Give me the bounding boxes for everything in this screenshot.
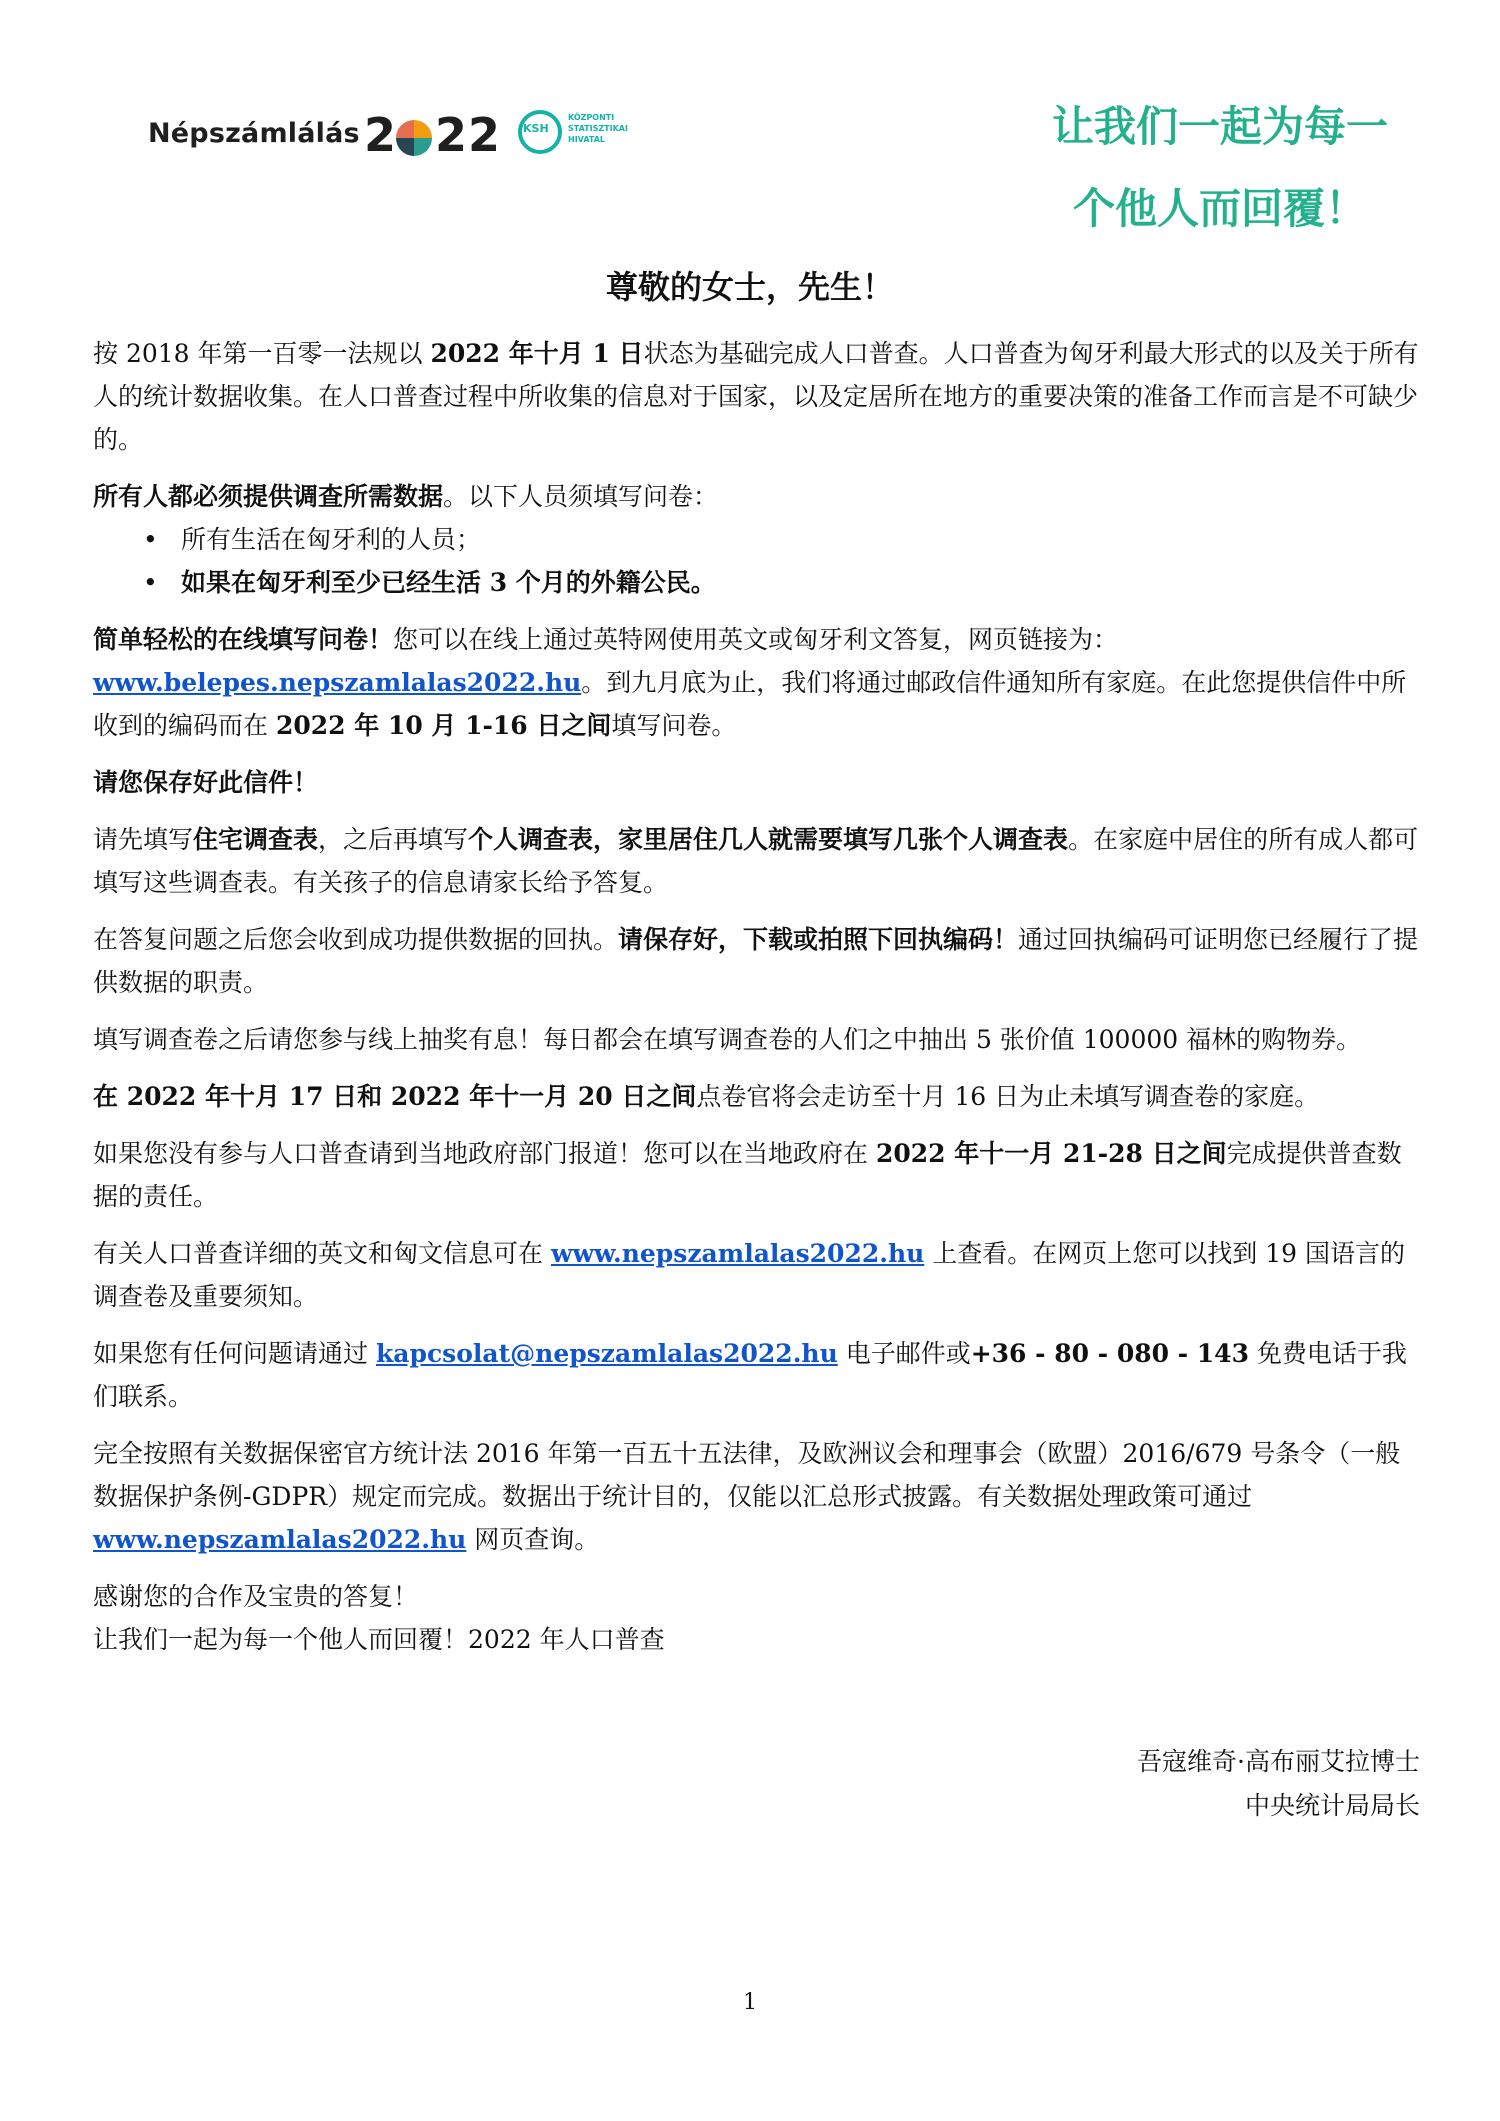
census-circle-icon (396, 120, 432, 156)
closing-slogan: 让我们一起为每一个他人而回覆！2022 年人口普查 (93, 1625, 665, 1654)
paragraph-visit: 在 2022 年十月 17 日和 2022 年十一月 20 日之间点卷官将会走访至十月 16 日为止未填写调查卷的家庭。 (93, 1082, 1320, 1111)
privacy-link[interactable]: www.nepszamlalas2022.hu (93, 1525, 467, 1554)
bullet-list (93, 518, 1423, 604)
email-link[interactable]: kapcsolat@nepszamlalas2022.hu (375, 1339, 838, 1368)
belepes-link[interactable]: www.belepes.nepszamlalas2022.hu (93, 668, 582, 697)
paragraph-gdpr: 完全按照有关数据保密官方统计法 2016 年第一百五十五法律，及欧洲议会和理事会（欧盟）2016/679 号条令（一般数据保护条例-GDPR）规定而完成。数据出于统计目的，仅能以汇总形式披露。有关数据处理政策可通过 www.nepszamlalas2022.hu 网页查询。 (93, 1439, 1401, 1554)
paragraph-online: 简单轻松的在线填写问卷！您可以在线上通过英特网使用英文或匈牙利文答复，网页链接为：www.belepes.nepszamlalas2022.hu。到九月底为止，我们将通过邮政信件通知所有家庭。在此您提供信件中所收到的编码而在 2022 年 10 月 1-16 日之间填写问卷。 (93, 625, 1407, 740)
paragraph-lottery: 填写调查卷之后请您参与线上抽奖有息！每日都会在填写调查卷的人们之中抽出 5 张价值 100000 福林的购物券。 (93, 1025, 1362, 1054)
signatory-position: 中央统计局局长 (1244, 1791, 1420, 1820)
paragraph-keep-letter: 请您保存好此信件！ (93, 768, 319, 797)
signature-block (1137, 1740, 1420, 1828)
ksh-logo (518, 104, 668, 160)
ksh-name: KÖZPONTI STATISZTIKAI HIVATAL (568, 113, 628, 144)
logo-year: 2 22 (364, 108, 502, 162)
logo-text: Népszámlálás (148, 118, 360, 149)
ksh-abbr: KSH (523, 122, 549, 135)
website-link[interactable]: www.nepszamlalas2022.hu (550, 1239, 925, 1268)
letter-greeting: 尊敬的女士，先生！ (605, 268, 894, 306)
closing-thanks: 感谢您的合作及宝贵的答复！ (93, 1582, 419, 1611)
paragraph-intro: 按 2018 年第一百零一法规以 2022 年十月 1 日状态为基础完成人口普查。人口普查为匈牙利最大形式的以及关于所有人的统计数据收集。在人口普查过程中所收集的信息对于国家，以及定居所在地方的重要决策的准备工作而言是不可缺少的。 (93, 339, 1419, 454)
bullet-icon: • (143, 525, 158, 554)
slogan: 让我们一起为每一 个他人而回覆！ (1051, 102, 1388, 233)
paragraph-info: 有关人口普查详细的英文和匈文信息可在 www.nepszamlalas2022.hu 上查看。在网页上您可以找到 19 国语言的调查卷及重要须知。 (93, 1239, 1405, 1311)
bullet-icon: • (143, 568, 158, 597)
paragraph-receipt: 在答复问题之后您会收到成功提供数据的回执。请保存好，下载或拍照下回执编码！通过回执编码可证明您已经履行了提供数据的职责。 (93, 925, 1419, 997)
list-item: • 如果在匈牙利至少已经生活 3 个月的外籍公民。 (93, 561, 1423, 604)
paragraph-obligation: 所有人都必须提供调查所需数据。以下人员须填写问卷： (93, 482, 719, 511)
list-item: • 所有生活在匈牙利的人员； (93, 518, 1423, 561)
page-number: 1 (743, 1990, 757, 2015)
paragraph-forms: 请先填写住宅调查表，之后再填写个人调查表，家里居住几人就需要填写几张个人调查表。在家庭中居住的所有成人都可填写这些调查表。有关孩子的信息请家长给予答复。 (93, 825, 1419, 897)
signatory-name: 吾寇维奇·高布丽艾拉博士 (1137, 1747, 1420, 1776)
letter-body (93, 332, 1423, 1661)
paragraph-local-gov: 如果您没有参与人口普查请到当地政府部门报道！您可以在当地政府在 2022 年十一月 21-28 日之间完成提供普查数据的责任。 (93, 1139, 1402, 1211)
paragraph-contact: 如果您有任何问题请通过 kapcsolat@nepszamlalas2022.hu 电子邮件或+36 - 80 - 080 - 143 免费电话于我们联系。 (93, 1339, 1407, 1411)
